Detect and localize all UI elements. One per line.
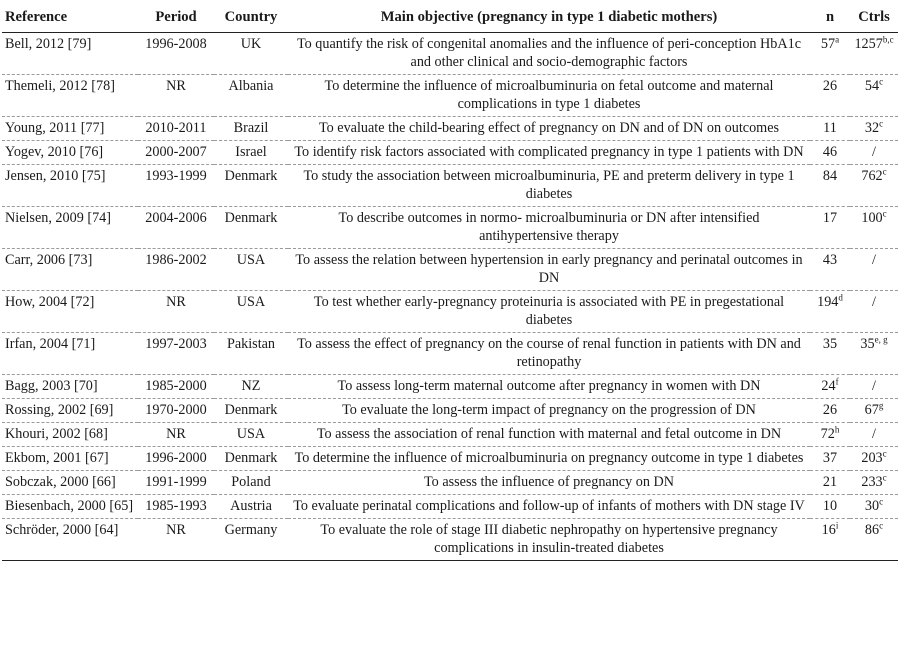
- period-cell-value: 2004-2006: [145, 210, 207, 226]
- table-row: [2, 75, 898, 117]
- ctrls-cell: [850, 33, 898, 75]
- country-cell: [214, 447, 288, 471]
- objective-cell: [288, 447, 810, 471]
- table-row: [2, 519, 898, 561]
- ctrls-cell: [850, 291, 898, 333]
- country-cell-value: USA: [236, 426, 266, 442]
- ctrls-cell: [850, 75, 898, 117]
- period-cell: [138, 519, 214, 561]
- country-cell: [214, 117, 288, 141]
- country-cell: [214, 333, 288, 375]
- period-cell: [138, 375, 214, 399]
- objective-cell: [288, 423, 810, 447]
- period-cell-value: 1991-1999: [145, 474, 207, 490]
- country-cell-value: Poland: [231, 474, 271, 490]
- table-row: [2, 375, 898, 399]
- ctrls-cell-value: 86: [864, 522, 880, 538]
- n-cell-value: 194: [817, 294, 839, 310]
- n-cell-value: 84: [822, 168, 838, 184]
- objective-cell: [288, 399, 810, 423]
- n-cell: [810, 141, 850, 165]
- country-cell-value: Denmark: [224, 168, 278, 184]
- n-cell-value: 26: [822, 78, 838, 94]
- ctrls-cell-value: 233: [861, 474, 883, 490]
- reference-cell: [2, 423, 138, 447]
- period-cell: [138, 141, 214, 165]
- ctrls-cell-value: 100: [861, 210, 883, 226]
- n-cell: [810, 291, 850, 333]
- ctrls-cell: [850, 375, 898, 399]
- objective-cell-value: To quantify the risk of congenital anomalies and the influence of peri-conception HbA1c and other clinical and socio-demographic factors: [296, 36, 802, 70]
- n-cell-value: 11: [823, 120, 837, 136]
- ctrls-cell: [850, 165, 898, 207]
- country-cell: [214, 291, 288, 333]
- country-cell: [214, 495, 288, 519]
- country-cell: [214, 471, 288, 495]
- period-cell-value: 1993-1999: [145, 168, 207, 184]
- n-cell-value: 37: [822, 450, 838, 466]
- reference-cell-value: Young, 2011 [77]: [5, 120, 105, 136]
- reference-cell-value: Jensen, 2010 [75]: [5, 168, 106, 184]
- header-objective: Main objective (pregnancy in type 1 diabetic mothers): [288, 4, 810, 33]
- ctrls-cell: [850, 117, 898, 141]
- header-reference: Reference: [2, 4, 138, 33]
- n-cell-footnote: h: [834, 424, 840, 435]
- ctrls-cell-value: 54: [864, 78, 880, 94]
- n-cell: [810, 519, 850, 561]
- n-cell-value: 72: [820, 426, 835, 442]
- objective-cell: [288, 117, 810, 141]
- n-cell: [810, 471, 850, 495]
- ctrls-cell: [850, 519, 898, 561]
- period-cell-value: 2000-2007: [145, 144, 207, 160]
- table-row: [2, 141, 898, 165]
- n-cell-value: 17: [822, 210, 838, 226]
- ctrls-cell: [850, 207, 898, 249]
- objective-cell-value: To describe outcomes in normo- microalbuminuria or DN after intensified antihypertensive therapy: [338, 210, 760, 244]
- objective-cell: [288, 495, 810, 519]
- country-cell-value: USA: [236, 252, 266, 268]
- ctrls-cell-value: /: [872, 294, 876, 310]
- n-cell-footnote: a: [835, 34, 840, 45]
- reference-cell-value: Ekbom, 2001 [67]: [5, 450, 109, 466]
- ctrls-cell-footnote: b,c: [882, 34, 894, 45]
- ctrls-cell: [850, 333, 898, 375]
- n-cell: [810, 495, 850, 519]
- objective-cell-value: To evaluate the long-term impact of pregnancy on the progression of DN: [342, 402, 756, 418]
- n-cell-value: 46: [822, 144, 838, 160]
- ctrls-cell-value: 67: [864, 402, 879, 418]
- objective-cell: [288, 471, 810, 495]
- objective-cell: [288, 141, 810, 165]
- country-cell-value: NZ: [241, 378, 261, 394]
- period-cell: [138, 333, 214, 375]
- objective-cell: [288, 333, 810, 375]
- n-cell-value: 24: [821, 378, 836, 394]
- period-cell: [138, 207, 214, 249]
- table-row: [2, 471, 898, 495]
- ctrls-cell-value: /: [872, 144, 876, 160]
- ctrls-cell-value: 203: [861, 450, 883, 466]
- reference-cell: [2, 33, 138, 75]
- objective-cell-value: To determine the influence of microalbuminuria on pregnancy outcome in type 1 diabetes: [294, 450, 804, 466]
- country-cell-value: Albania: [228, 78, 274, 94]
- ctrls-cell: [850, 447, 898, 471]
- ctrls-cell-value: 30: [864, 498, 880, 514]
- period-cell-value: 1997-2003: [145, 336, 207, 352]
- period-cell-value: NR: [166, 426, 186, 442]
- n-cell-footnote: i: [835, 520, 839, 531]
- objective-cell: [288, 165, 810, 207]
- country-cell: [214, 249, 288, 291]
- n-cell-value: 16: [821, 522, 836, 538]
- period-cell: [138, 399, 214, 423]
- ctrls-cell-footnote: c: [879, 496, 884, 507]
- objective-cell-value: To test whether early-pregnancy proteinuria is associated with PE in pregestational diabetes: [313, 294, 785, 328]
- country-cell: [214, 375, 288, 399]
- ctrls-cell-footnote: c: [882, 208, 887, 219]
- ctrls-cell: [850, 399, 898, 423]
- objective-cell-value: To assess the influence of pregnancy on DN: [424, 474, 674, 490]
- reference-cell-value: Themeli, 2012 [78]: [5, 78, 115, 94]
- country-cell-value: Denmark: [224, 402, 278, 418]
- period-cell-value: 1970-2000: [145, 402, 207, 418]
- ctrls-cell-footnote: c: [879, 76, 884, 87]
- period-cell-value: NR: [166, 78, 186, 94]
- period-cell: [138, 447, 214, 471]
- period-cell: [138, 75, 214, 117]
- ctrls-cell-value: /: [872, 252, 876, 268]
- n-cell: [810, 207, 850, 249]
- reference-cell: [2, 495, 138, 519]
- header-period: Period: [138, 4, 214, 33]
- header-n: n: [810, 4, 850, 33]
- table-row: [2, 165, 898, 207]
- header-country: Country: [214, 4, 288, 33]
- ctrls-cell-value: 1257: [854, 36, 883, 52]
- reference-cell-value: Bagg, 2003 [70]: [5, 378, 98, 394]
- objective-cell-value: To evaluate perinatal complications and follow-up of infants of mothers with DN stage IV: [293, 498, 805, 514]
- country-cell: [214, 399, 288, 423]
- period-cell: [138, 249, 214, 291]
- table-row: [2, 207, 898, 249]
- reference-cell-value: Yogev, 2010 [76]: [5, 144, 104, 160]
- reference-cell: [2, 207, 138, 249]
- country-cell: [214, 141, 288, 165]
- objective-cell-value: To assess long-term maternal outcome after pregnancy in women with DN: [337, 378, 761, 394]
- objective-cell-value: To evaluate the role of stage III diabetic nephropathy on hypertensive pregnancy complications in insulin-treated diabetes: [320, 522, 778, 556]
- header-ctrls: Ctrls: [850, 4, 898, 33]
- country-cell: [214, 75, 288, 117]
- n-cell-footnote: d: [838, 292, 843, 303]
- table-row: [2, 33, 898, 75]
- country-cell: [214, 423, 288, 447]
- reference-cell: [2, 519, 138, 561]
- objective-cell: [288, 249, 810, 291]
- period-cell: [138, 495, 214, 519]
- table-row: [2, 333, 898, 375]
- n-cell-value: 57: [820, 36, 836, 52]
- ctrls-cell-value: 35: [860, 336, 875, 352]
- country-cell-value: Denmark: [224, 450, 278, 466]
- country-cell-value: Germany: [224, 522, 278, 538]
- period-cell-value: 1996-2008: [145, 36, 207, 52]
- country-cell: [214, 207, 288, 249]
- ctrls-cell: [850, 471, 898, 495]
- ctrls-cell-footnote: c: [882, 448, 887, 459]
- period-cell-value: 1985-2000: [145, 378, 207, 394]
- country-cell-value: Israel: [235, 144, 267, 160]
- objective-cell-value: To determine the influence of microalbuminuria on fetal outcome and maternal complications in type 1 diabetes: [324, 78, 774, 112]
- period-cell: [138, 291, 214, 333]
- reference-cell: [2, 75, 138, 117]
- n-cell: [810, 375, 850, 399]
- reference-cell: [2, 399, 138, 423]
- table-row: [2, 399, 898, 423]
- studies-table: [2, 4, 898, 561]
- period-cell-value: 1996-2000: [145, 450, 207, 466]
- n-cell: [810, 249, 850, 291]
- n-cell-value: 21: [822, 474, 838, 490]
- objective-cell: [288, 519, 810, 561]
- reference-cell-value: Biesenbach, 2000 [65]: [5, 498, 134, 514]
- country-cell-value: Brazil: [233, 120, 269, 136]
- country-cell-value: Pakistan: [226, 336, 276, 352]
- country-cell: [214, 165, 288, 207]
- table-body: [2, 33, 898, 561]
- reference-cell-value: Schröder, 2000 [64]: [5, 522, 119, 538]
- n-cell-value: 35: [822, 336, 838, 352]
- ctrls-cell: [850, 141, 898, 165]
- n-cell-value: 26: [822, 402, 838, 418]
- objective-cell: [288, 207, 810, 249]
- ctrls-cell: [850, 423, 898, 447]
- ctrls-cell-footnote: e, g: [874, 334, 888, 345]
- ctrls-cell: [850, 249, 898, 291]
- reference-cell: [2, 333, 138, 375]
- ctrls-cell-footnote: c: [882, 472, 887, 483]
- period-cell-value: NR: [166, 294, 186, 310]
- reference-cell: [2, 249, 138, 291]
- period-cell: [138, 117, 214, 141]
- reference-cell-value: Irfan, 2004 [71]: [5, 336, 96, 352]
- country-cell-value: UK: [240, 36, 262, 52]
- n-cell-value: 43: [822, 252, 838, 268]
- ctrls-cell-value: 762: [861, 168, 883, 184]
- n-cell: [810, 333, 850, 375]
- table-row: [2, 495, 898, 519]
- objective-cell-value: To assess the association of renal function with maternal and fetal outcome in DN: [316, 426, 782, 442]
- ctrls-cell-value: 32: [864, 120, 880, 136]
- ctrls-cell-footnote: c: [879, 520, 884, 531]
- n-cell-footnote: f: [835, 376, 839, 387]
- table-row: [2, 117, 898, 141]
- reference-cell: [2, 375, 138, 399]
- table-row: [2, 249, 898, 291]
- country-cell-value: Austria: [230, 498, 272, 514]
- objective-cell-value: To assess the relation between hypertension in early pregnancy and perinatal outcomes in DN: [295, 252, 803, 286]
- n-cell: [810, 447, 850, 471]
- ctrls-cell-footnote: c: [882, 166, 887, 177]
- reference-cell-value: How, 2004 [72]: [5, 294, 95, 310]
- reference-cell-value: Carr, 2006 [73]: [5, 252, 93, 268]
- period-cell-value: 1986-2002: [145, 252, 207, 268]
- objective-cell: [288, 75, 810, 117]
- reference-cell-value: Rossing, 2002 [69]: [5, 402, 114, 418]
- reference-cell-value: Nielsen, 2009 [74]: [5, 210, 111, 226]
- country-cell-value: USA: [236, 294, 266, 310]
- objective-cell-value: To evaluate the child-bearing effect of pregnancy on DN and of DN on outcomes: [318, 120, 780, 136]
- period-cell: [138, 423, 214, 447]
- country-cell: [214, 33, 288, 75]
- table-header: [2, 4, 898, 33]
- n-cell: [810, 399, 850, 423]
- reference-cell-value: Sobczak, 2000 [66]: [5, 474, 116, 490]
- period-cell: [138, 165, 214, 207]
- reference-cell: [2, 447, 138, 471]
- country-cell: [214, 519, 288, 561]
- ctrls-cell-footnote: g: [878, 400, 884, 411]
- ctrls-cell: [850, 495, 898, 519]
- table-row: [2, 423, 898, 447]
- period-cell-value: 2010-2011: [145, 120, 207, 136]
- header-row: [2, 4, 898, 33]
- objective-cell: [288, 291, 810, 333]
- period-cell-value: NR: [166, 522, 186, 538]
- reference-cell: [2, 471, 138, 495]
- n-cell: [810, 423, 850, 447]
- objective-cell: [288, 375, 810, 399]
- objective-cell-value: To study the association between microalbuminuria, PE and preterm delivery in type 1 diabetes: [303, 168, 795, 202]
- reference-cell: [2, 291, 138, 333]
- objective-cell-value: To assess the effect of pregnancy on the course of renal function in patients with DN and retinopathy: [297, 336, 801, 370]
- country-cell-value: Denmark: [224, 210, 278, 226]
- table-row: [2, 291, 898, 333]
- objective-cell-value: To identify risk factors associated with complicated pregnancy in type 1 patients with DN: [294, 144, 804, 160]
- period-cell-value: 1985-1993: [145, 498, 207, 514]
- reference-cell-value: Bell, 2012 [79]: [5, 36, 92, 52]
- n-cell-value: 10: [822, 498, 838, 514]
- objective-cell: [288, 33, 810, 75]
- n-cell: [810, 117, 850, 141]
- reference-cell: [2, 165, 138, 207]
- n-cell: [810, 75, 850, 117]
- ctrls-cell-value: /: [872, 378, 876, 394]
- reference-cell-value: Khouri, 2002 [68]: [5, 426, 108, 442]
- period-cell: [138, 471, 214, 495]
- n-cell: [810, 33, 850, 75]
- reference-cell: [2, 141, 138, 165]
- reference-cell: [2, 117, 138, 141]
- table-row: [2, 447, 898, 471]
- ctrls-cell-footnote: c: [879, 118, 884, 129]
- ctrls-cell-value: /: [872, 426, 876, 442]
- n-cell: [810, 165, 850, 207]
- period-cell: [138, 33, 214, 75]
